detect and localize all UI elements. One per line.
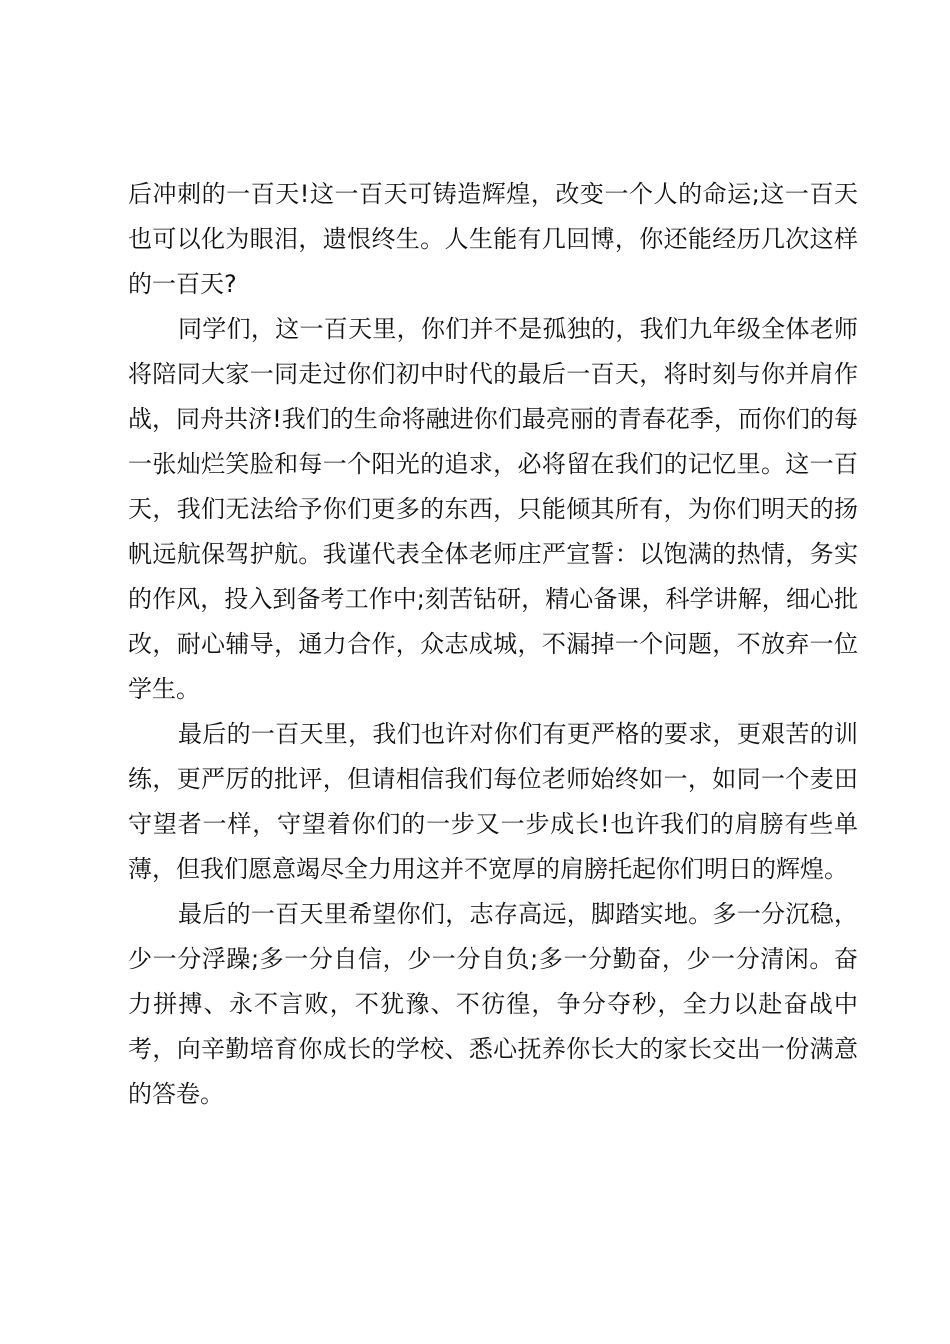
- paragraph-4: 最后的一百天里希望你们，志存高远，脚踏实地。多一分沉稳，少一分浮躁;多一分自信，少一分自负;多一分勤奋，少一分清闲。奋力拼搏、永不言败，不犹豫、不彷徨，争分夺秒，全力以赴奋战中考，向辛勤培育你成长的学校、悉心抚养你长大的家长交出一份满意的答卷。: [128, 900, 858, 1108]
- document-body: [128, 172, 858, 1117]
- paragraph-1: 后冲刺的一百天!这一百天可铸造辉煌，改变一个人的命运;这一百天也可以化为眼泪，遗恨终生。人生能有几回博，你还能经历几次这样的一百天?: [128, 180, 858, 298]
- paragraph-2: 同学们，这一百天里，你们并不是孤独的，我们九年级全体老师将陪同大家一同走过你们初中时代的最后一百天，将时刻与你并肩作战，同舟共济!我们的生命将融进你们最亮丽的青春花季，而你们的每一张灿烂笑脸和每一个阳光的追求，必将留在我们的记忆里。这一百天，我们无法给予你们更多的东西，只能倾其所有，为你们明天的扬帆远航保驾护航。我谨代表全体老师庄严宣誓：以饱满的热情，务实的作风，投入到备考工作中;刻苦钻研，精心备课，科学讲解，细心批改，耐心辅导，通力合作，众志成城，不漏掉一个问题，不放弃一位学生。: [128, 315, 858, 703]
- paragraph-3: 最后的一百天里，我们也许对你们有更严格的要求，更艰苦的训练，更严厉的批评，但请相信我们每位老师始终如一，如同一个麦田守望者一样，守望着你们的一步又一步成长!也许我们的肩膀有些单薄，但我们愿意竭尽全力用这并不宽厚的肩膀托起你们明日的辉煌。: [128, 720, 858, 883]
